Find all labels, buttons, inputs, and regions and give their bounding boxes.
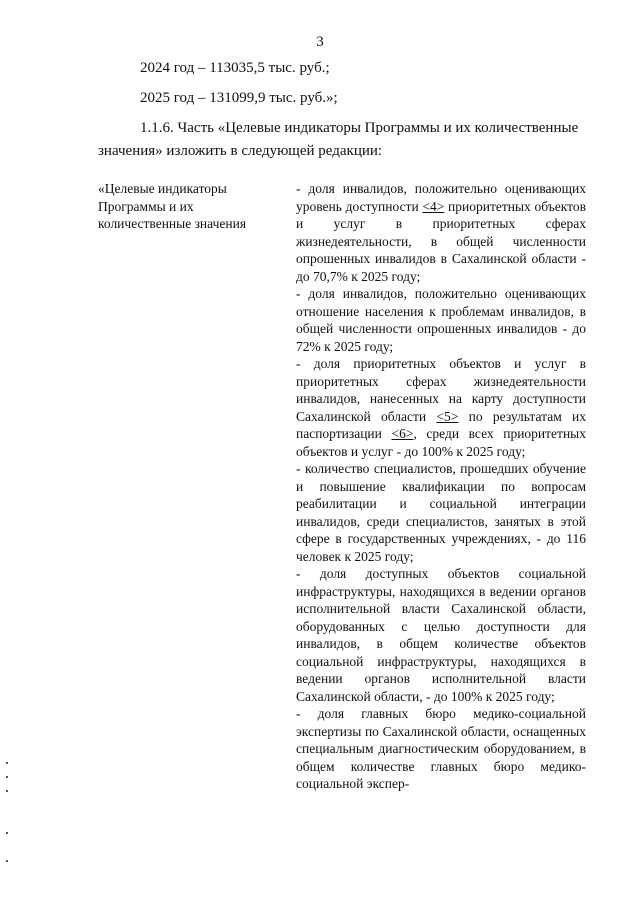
scan-mark (6, 860, 8, 862)
budget-line-2024: 2024 год – 113035,5 тыс. руб.; (140, 60, 330, 76)
indicator-item-2: - доля инвалидов, положительно оценивающих отношение населения к проблемам инвалидов, в общей численности опрошенных инвалидов - до 72% к 2025 году; (296, 286, 586, 354)
footnote-ref-5: <5> (436, 408, 459, 424)
page-number: 3 (316, 34, 324, 50)
table-left-label: «Целевые индикаторы Программы и их количественные значения (98, 181, 247, 231)
indicator-3-text-a: - доля приоритетных объектов и услуг в приоритетных сферах жизнедеятельности инвалидов, нанесенных на карту доступности Сахалинской области (296, 356, 586, 424)
clause-heading-continuation: значения» изложить в следующей редакции: (98, 143, 383, 159)
scan-mark (6, 790, 8, 792)
indicator-item-4: - количество специалистов, прошедших обучение и повышение квалификации по вопросам реабилитации и социальной интеграции инвалидов, среди специалистов, занятых в этой сфере в государственных учреждениях, - до 116 человек к 2025 году; (296, 461, 586, 564)
indicator-list (296, 180, 586, 793)
clause-heading: 1.1.6. Часть «Целевые индикаторы Программы и их количественные (140, 120, 579, 136)
indicator-item-1 (296, 180, 586, 285)
footnote-ref-4: <4> (422, 198, 445, 214)
scan-mark (6, 832, 8, 834)
indicator-1-text-b: приоритетных объектов и услуг в приоритетных сферах жизнедеятельности, в общей численности опрошенных инвалидов в Сахалинской области - до 70,7% к 2025 году; (296, 198, 586, 284)
indicator-3-text-c: , среди всех приоритетных объектов и услуг - до 100% к 2025 году; (296, 426, 586, 459)
budget-line-2025: 2025 год – 131099,9 тыс. руб.»; (140, 90, 338, 106)
scan-mark (6, 762, 8, 764)
footnote-ref-6: <6> (391, 426, 414, 441)
scan-mark (6, 776, 8, 778)
indicator-item-5: - доля доступных объектов социальной инфраструктуры, находящихся в ведении органов исполнительной власти Сахалинской области, оборудованных с целью доступности для инвалидов, в общем количестве объектов социальной инфраструктуры, находящихся в ведении органов исполнительной власти Сахалинской области, - до 100% к 2025 году; (296, 566, 586, 704)
indicator-item-6: - доля главных бюро медико-социальной экспертизы по Сахалинской области, оснащенных специальным диагностическим оборудованием, в общем количестве главных бюро медико-социальной экспер- (296, 706, 586, 791)
indicator-3-text-b: по результатам их паспортизации (296, 408, 586, 441)
indicator-item-3 (296, 355, 586, 460)
indicator-1-text-a: - доля инвалидов, положительно оценивающих уровень доступности (296, 181, 586, 214)
